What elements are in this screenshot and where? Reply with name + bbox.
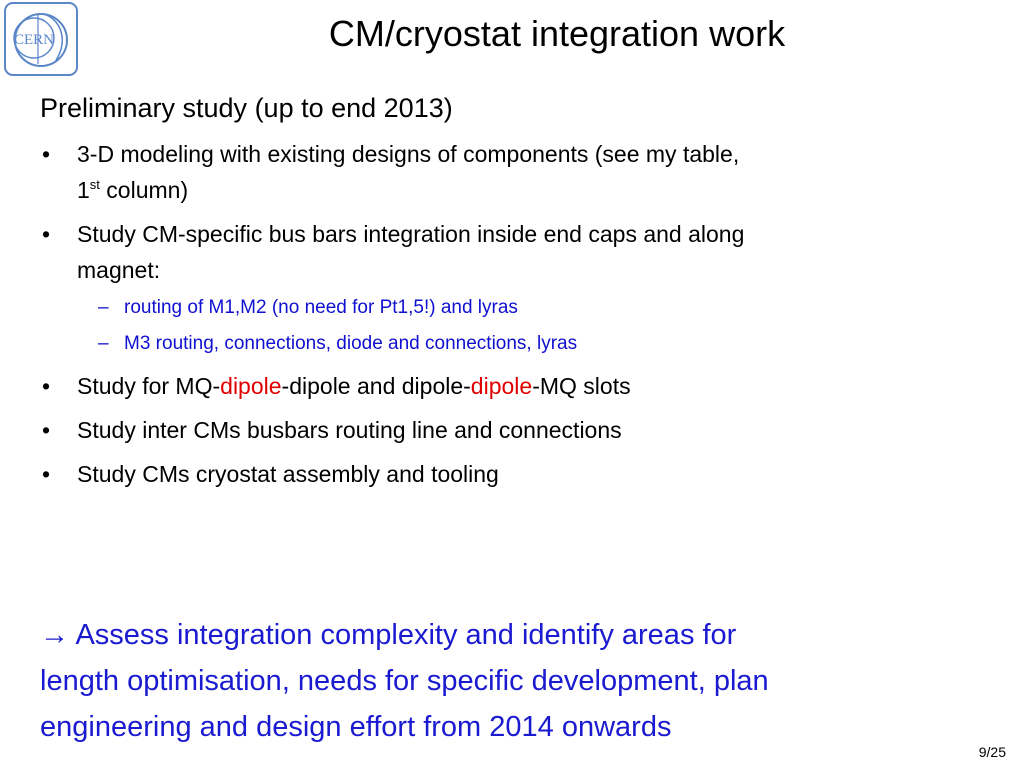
text-part: -MQ slots [532,373,631,399]
sub-bullet-item [40,292,1000,324]
text-part: -dipole and dipole- [281,373,471,399]
page-number: 9/25 [978,744,1006,760]
bullet-text-continued [77,172,1000,208]
bullet-text-tail: column) [99,177,189,203]
sub-bullet-text: M3 routing, connections, diode and connections, lyras [124,333,578,354]
slide-content [40,88,1000,492]
bullet-text [77,368,1000,404]
conclusion-line-text: Assess integration complexity and identify areas for [69,619,737,651]
bullet-mark: • [42,141,51,167]
conclusion-line [40,612,1010,658]
conclusion-line: length optimisation, needs for specific development, plan [40,665,769,697]
bullet-item [40,456,1000,492]
sub-bullet-mark: – [98,297,109,318]
conclusion-line: engineering and design effort from 2014 onwards [40,711,672,743]
bullet-mark: • [42,373,51,399]
section-heading: Preliminary study (up to end 2013) [40,93,453,123]
slide-title: CM/cryostat integration work [328,13,786,54]
conclusion-text [40,612,1010,750]
text-part: Study for MQ- [77,373,221,399]
arrow-icon: → [40,619,69,651]
highlight-dipole: dipole [470,373,533,399]
bullet-mark: • [42,461,51,487]
bullet-text: Study CM-specific bus bars integration inside end caps and along [77,221,745,247]
bullet-mark: • [42,417,51,443]
bullet-text: 3-D modeling with existing designs of components (see my table, [77,141,740,167]
sub-bullet-mark: – [98,333,109,354]
bullet-text: Study CMs cryostat assembly and tooling [77,461,499,487]
bullet-item [40,412,1000,448]
bullet-item [40,216,1000,288]
ordinal-suffix: st [89,177,100,192]
sub-bullet-text: routing of M1,M2 (no need for Pt1,5!) and lyras [124,297,518,318]
cern-logo [4,2,78,76]
highlight-dipole: dipole [220,373,282,399]
bullet-text: Study inter CMs busbars routing line and connections [77,417,622,443]
sub-bullet-item [40,328,1000,360]
bullet-mark: • [42,221,51,247]
bullet-item [40,368,1000,404]
bullet-item [40,136,1000,208]
logo-text: CERN [13,32,55,48]
cern-logo-icon [4,2,78,76]
ordinal-number: 1 [77,177,90,203]
bullet-text-continued: magnet: [77,257,161,283]
